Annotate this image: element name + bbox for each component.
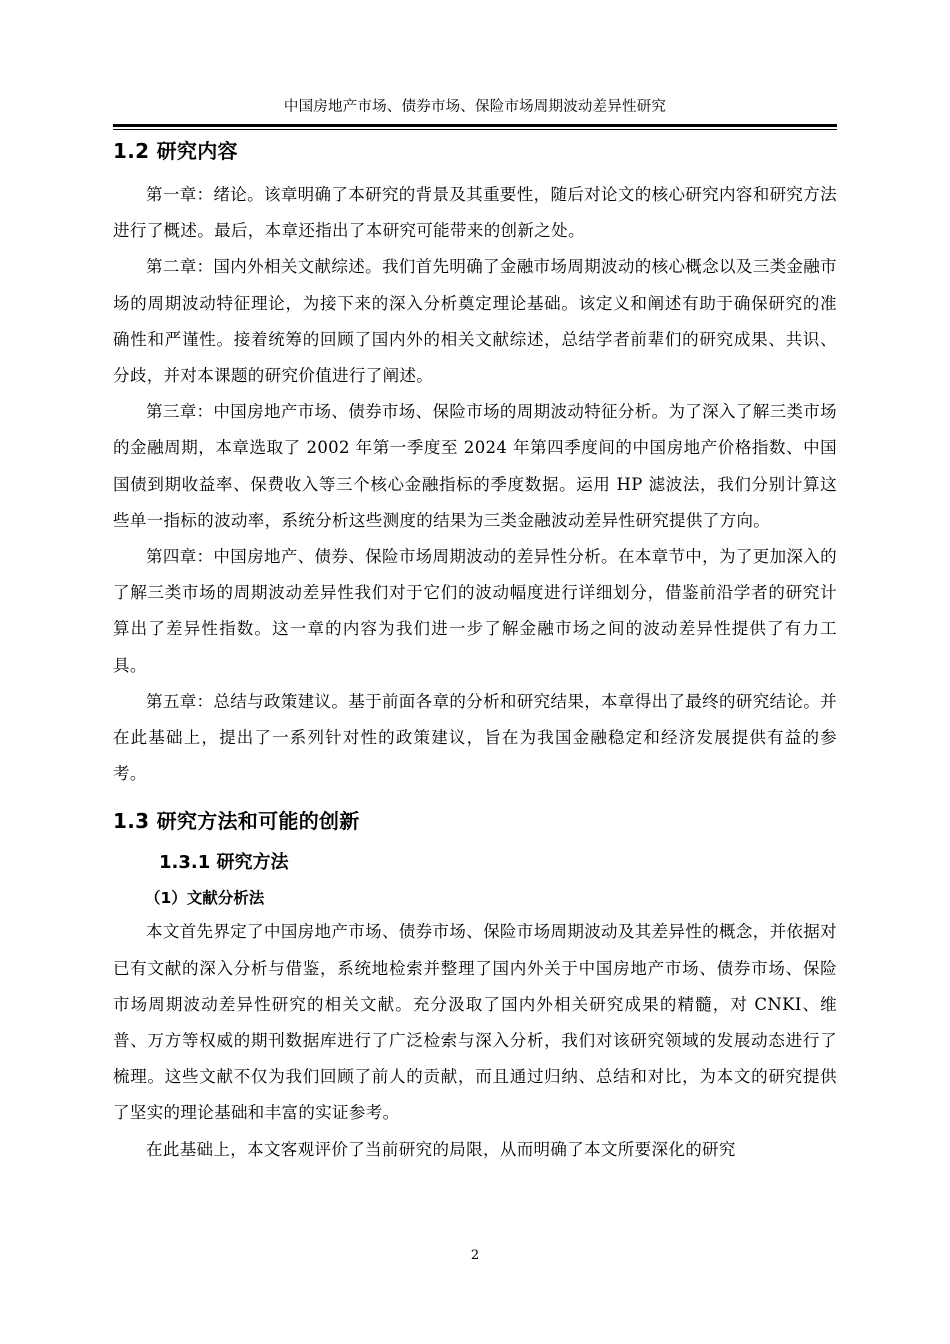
page-number: 2 bbox=[470, 1248, 480, 1263]
paragraph-chapter-4: 第四章：中国房地产、债券、保险市场周期波动的差异性分析。在本章节中，为了更加深入的了解三类市场的周期波动差异性我们对于它们的波动幅度进行详细划分，借鉴前沿学者的研究计算出了差异性指数。这一章的内容为我们进一步了解金融市场之间的波动差异性提供了有力工具。 bbox=[113, 547, 837, 675]
paragraph-chapter-3: 第三章：中国房地产市场、债券市场、保险市场的周期波动特征分析。为了深入了解三类市场的金融周期，本章选取了 2002 年第一季度至 2024 年第四季度间的中国房地产价格指数、中国国债到期收益率、保费收入等三个核心金融指标的季度数据。运用 HP 滤波法，我们分别计算这些单一指标的波动率，系统分析这些测度的结果为三类金融波动差异性研究提供了方向。 bbox=[113, 402, 837, 530]
paragraph-chapter-2: 第二章：国内外相关文献综述。我们首先明确了金融市场周期波动的核心概念以及三类金融市场的周期波动特征理论，为接下来的深入分析奠定理论基础。该定义和阐述有助于确保研究的准确性和严谨性。接着统筹的回顾了国内外的相关文献综述，总结学者前辈们的研究成果、共识、分歧，并对本课题的研究价值进行了阐述。 bbox=[113, 257, 837, 386]
section-heading-1-2: 1.2 研究内容 bbox=[113, 139, 238, 163]
method-heading-literature-analysis: （1）文献分析法 bbox=[145, 889, 265, 908]
subsection-heading-1-3-1: 1.3.1 研究方法 bbox=[159, 852, 289, 874]
page-content bbox=[113, 133, 837, 1168]
paragraph-chapter-1: 第一章：绪论。该章明确了本研究的背景及其重要性，随后对论文的核心研究内容和研究方法进行了概述。最后，本章还指出了本研究可能带来的创新之处。 bbox=[113, 185, 837, 241]
paragraph-literature-analysis: 本文首先界定了中国房地产市场、债券市场、保险市场周期波动及其差异性的概念，并依据对已有文献的深入分析与借鉴，系统地检索并整理了国内外关于中国房地产市场、债券市场、保险市场周期波动差异性研究的相关文献。充分汲取了国内外相关研究成果的精髓，对 CNKI、维普、万方等权威的期刊数据库进行了广泛检索与深入分析，我们对该研究领域的发展动态进行了梳理。这些文献不仅为我们回顾了前人的贡献，而且通过归纳、总结和对比，为本文的研究提供了坚实的理论基础和丰富的实证参考。 bbox=[113, 922, 837, 1123]
paragraph-chapter-5: 第五章：总结与政策建议。基于前面各章的分析和研究结果，本章得出了最终的研究结论。并在此基础上，提出了一系列针对性的政策建议，旨在为我国金融稳定和经济发展提供有益的参考。 bbox=[113, 691, 837, 784]
running-header-title: 中国房地产市场、债券市场、保险市场周期波动差异性研究 bbox=[283, 99, 667, 115]
paragraph-literature-continuation: 在此基础上，本文客观评价了当前研究的局限，从而明确了本文所要深化的研究 bbox=[146, 1139, 736, 1159]
section-heading-1-3: 1.3 研究方法和可能的创新 bbox=[113, 809, 360, 834]
header-rule-thick bbox=[113, 124, 837, 127]
header-rule-thin bbox=[113, 129, 837, 130]
